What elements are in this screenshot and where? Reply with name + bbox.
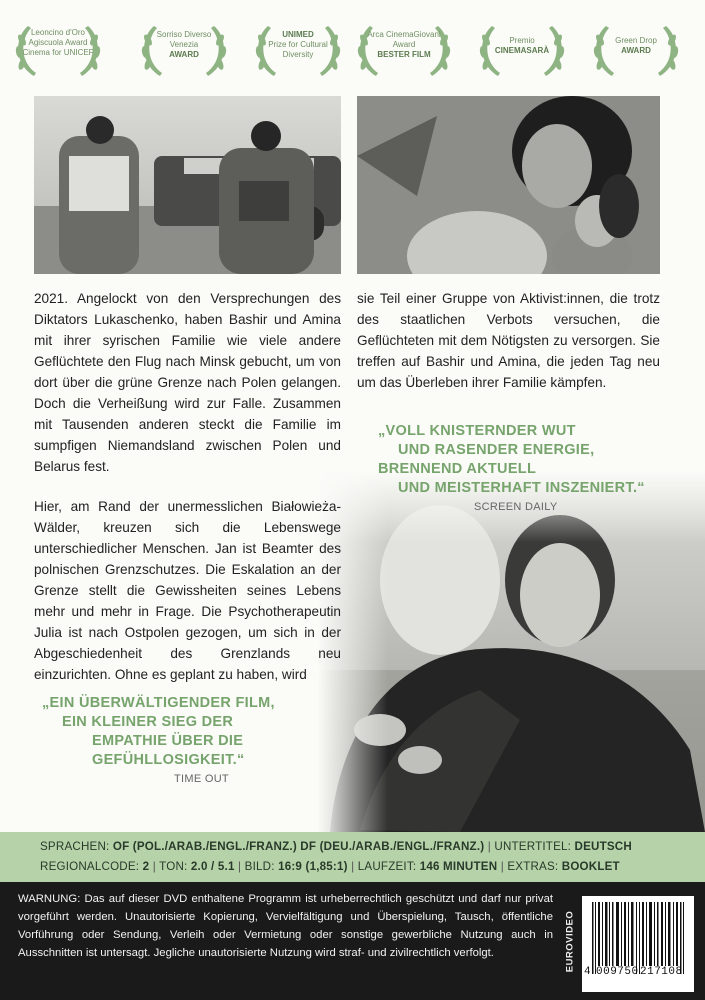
spec-label: UNTERTITEL: <box>494 840 572 853</box>
award-text: Award <box>392 40 416 49</box>
synopsis-paragraph-1: 2021. Angelockt von den Versprechungen des Diktators Lukaschenko, haben Bashir und Amina mit ihrer syrischen Familie wie viele andere Geflüchtete den Flug nach Minsk gebucht, um von dort über die grüne Grenze nach Polen gelangen. Doch die Verheißung wird zur Falle. Zusammen mit Tausenden anderen steckt die Familie im sumpfigen Niemandsland zwischen Polen und Belarus fest. <box>34 291 341 474</box>
barcode-digit: 4 <box>584 966 591 978</box>
quote-source: TIME OUT <box>174 773 229 785</box>
quote-line: EIN KLEINER SIEG DER <box>62 714 234 730</box>
award-arca-cinemagiovani <box>348 18 460 88</box>
quote-line: „VOLL KNISTERNDER WUT <box>378 423 576 439</box>
award-text: AWARD <box>169 50 199 59</box>
quote-line: BRENNEND AKTUELL <box>378 461 537 477</box>
quote-source: SCREEN DAILY <box>474 501 558 513</box>
spec-label: TON: <box>159 860 188 873</box>
award-text: CINEMASARÀ <box>494 46 550 55</box>
synopsis-left-column <box>34 288 341 704</box>
spec-label: BILD: <box>244 860 275 873</box>
award-leoncino <box>6 18 110 88</box>
barcode-digits: 217108 <box>640 966 683 978</box>
spec-value: BOOKLET <box>561 860 620 873</box>
award-text: Sorriso Diverso <box>156 30 212 39</box>
award-text: BESTER FILM <box>377 50 431 59</box>
brand-label: EUROVIDEO <box>564 910 576 973</box>
award-text: Cinema for UNICEF <box>22 48 94 57</box>
award-text: Green Drop <box>615 36 657 45</box>
spec-label: EXTRAS: <box>507 860 559 873</box>
quote-line: EMPATHIE ÜBER DIE <box>92 733 244 749</box>
quote-time-out <box>42 694 322 789</box>
award-cinemasara <box>470 18 574 88</box>
spec-value: 146 MINUTEN <box>419 860 498 873</box>
spec-value: 2.0 / 5.1 <box>190 860 235 873</box>
spec-label: REGIONALCODE: <box>40 860 140 873</box>
photo-mother-child <box>357 96 660 274</box>
quote-screen-daily <box>378 422 678 517</box>
quote-line: GEFÜHLLOSIGKEIT.“ <box>92 752 245 768</box>
eurovideo-logo <box>562 900 576 984</box>
photo-border-guards <box>34 96 341 274</box>
award-sorriso-diverso <box>132 18 236 88</box>
spec-value: DEUTSCH <box>574 840 632 853</box>
spec-label: SPRACHEN: <box>40 840 110 853</box>
award-text: Leoncino d'Oro <box>30 28 85 37</box>
award-text: Prize for Cultural <box>268 40 328 49</box>
award-text: Arca CinemaGiovani <box>367 30 441 39</box>
barcode <box>582 896 694 992</box>
award-text: Diversity <box>282 50 314 59</box>
synopsis-paragraph-3: sie Teil einer Gruppe von Aktivist:innen, die trotz des staatlichen Verbots versuchen, die Geflüchteten mit dem Nötigsten zu versorgen. Sie treffen auf Bashir und Amina, die jeden Tag neu um das Überleben ihrer Familie kämpfen. <box>357 291 660 390</box>
specs-row-languages: SPRACHEN: OF (POL./ARAB./ENGL./FRANZ.) DF (DEU./ARAB./ENGL./FRANZ.) | UNTERTITEL: DEUTSCH <box>40 840 632 853</box>
award-text: AWARD <box>621 46 651 55</box>
award-text: Agiscuola Award <box>28 38 88 47</box>
spec-value: 16:9 (1,85:1) <box>278 860 348 873</box>
awards-row <box>0 18 705 88</box>
award-text: Venezia <box>169 40 199 49</box>
spec-value: 2 <box>142 860 150 873</box>
award-green-drop <box>584 18 688 88</box>
spec-value: OF (POL./ARAB./ENGL./FRANZ.) DF (DEU./ARAB./ENGL./FRANZ.) <box>112 840 485 853</box>
synopsis-right-column <box>357 288 660 412</box>
award-text: UNIMED <box>282 30 314 39</box>
award-unimed <box>246 18 350 88</box>
synopsis-paragraph-2: Hier, am Rand der unermesslichen Białowieża-Wälder, kreuzen sich die Lebenswege unterschiedlicher Menschen. Jan ist Beamter des polnischen Grenzschutzes. Die Eskalation an der Grenze stellt die Gewissheiten seines Lebens mehr und mehr in Frage. Die Psychotherapeutin Julia ist nach Ostpolen gezogen, um sich in der Abgeschiedenheit des Grenzlands neu einzurichten. Ohne es geplant zu haben, wird <box>34 499 341 682</box>
quote-line: „EIN ÜBERWÄLTIGENDER FILM, <box>42 695 275 711</box>
specs-row-technical: REGIONALCODE: 2 | TON: 2.0 / 5.1 | BILD: 16:9 (1,85:1) | LAUFZEIT: 146 MINUTEN | EXTRAS: BOOKLET <box>40 860 620 873</box>
barcode-digits: 009750 <box>596 966 639 978</box>
award-text: Premio <box>509 36 535 45</box>
spec-label: LAUFZEIT: <box>357 860 417 873</box>
specs-band <box>0 832 705 882</box>
copyright-warning: WARNUNG: Das auf dieser DVD enthaltene Programm ist urheberrechtlich geschützt und darf nur privat vorgeführt werden. Unautorisierte Kopierung, Vervielfältigung und Überspielung, Tausch, öffentliche Vorführung oder Sendung, Verleih oder Vermietung oder sonstige gewerbliche Nutzung auch in Ausschnitten ist untersagt. Jegliche unautorisierte Nutzung wird straf- und zivilrechtlich verfolgt. <box>18 893 553 959</box>
quote-line: UND RASENDER ENERGIE, <box>398 442 595 458</box>
legal-footer <box>0 882 705 1000</box>
quote-line: UND MEISTERHAFT INSZENIERT.“ <box>398 480 645 496</box>
